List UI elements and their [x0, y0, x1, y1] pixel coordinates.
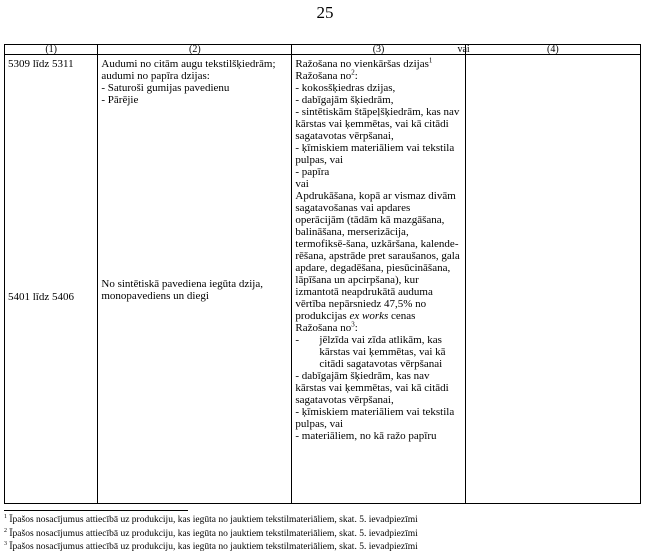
- footnote: $^2$ Īpašos nosacījumus attiecībā uz produkciju, kas iegūta no jauktiem tekstilmateriāliem, skat. 5. ievadpiezīmi: [4, 527, 418, 539]
- column-header-or: vai: [457, 44, 470, 55]
- condition-bullet: - materiāliem, no kā ražo papīru: [295, 430, 437, 442]
- description-line: audumi no papīra dzijas:: [101, 70, 210, 82]
- condition-bullet: - kokosšķiedras dzijas,: [295, 82, 396, 94]
- condition-line: Ražošana $no^2$:: [295, 68, 358, 82]
- description-line: Audumi no citām augu tekstilšķiedrām;: [101, 58, 276, 70]
- column-header-3: [292, 44, 470, 55]
- condition-bullet: - ķīmiskiem materiāliem vai tekstila pulpas, vai: [295, 406, 455, 430]
- code-cell: [5, 55, 98, 504]
- heading-code-1: 5309 līdz 5311: [8, 58, 74, 70]
- column-header-1: (1): [5, 45, 98, 55]
- description-line: monopavediens un diegi: [101, 290, 209, 302]
- footnote-ref: 2: [351, 68, 355, 77]
- description-line: - Saturoši gumijas pavedienu: [101, 82, 230, 94]
- description-line: No sintētiskā pavediena iegūta dzija,: [101, 278, 263, 290]
- footnote-ref: 3: [351, 320, 355, 329]
- condition-bullet: - ķīmiskiem materiāliem vai tekstila pulpas, vai: [295, 142, 455, 166]
- footnote-divider: [4, 510, 188, 511]
- description-block-2: [101, 278, 288, 302]
- condition-bullet: - sintētiskām štāpeļšķiedrām, kas nav kārstas vai ķemmētas, vai kā citādi sagatavotas vērpšanai,: [295, 106, 460, 142]
- condition-bullet: - dabīgajām šķiedrām,: [295, 94, 394, 106]
- condition-bullet: - jēlzīda vai zīda atlikām, kas kārstas vai ķemmētas, vai kā citādi sagatavotas vērpšanai: [295, 334, 446, 370]
- description-cell: [98, 55, 292, 504]
- page-number: 25: [316, 3, 334, 22]
- description-line: - Pārējie: [101, 94, 139, 106]
- condition-bullet: - papīra: [295, 166, 330, 178]
- alternative-condition-cell: [465, 55, 640, 504]
- condition-paragraph: Apdrukāšana, kopā ar vismaz divām sagatavošanas vai apdares operācijām (tādām kā mazgāšana, balināšana, merserizācija, termofiksē-šana, uzkāršana, kalende-rēšana, apstrāde pret saraušanos, gala apdare, degadēšana, piesūcināšana, lāpīšana un apcirpšana), kur izmantotā neapdrukātā auduma vērtība nepārsniedz 47,5% no produkcijas ex works cenas: [295, 190, 460, 322]
- footnote: $^3$ Īpašos nosacījumus attiecībā uz produkciju, kas iegūta no jauktiem tekstilmateriāliem, skat. 5. ievadpiezīmi: [4, 540, 418, 552]
- footnote: $^1$ Īpašos nosacījumus attiecībā uz produkciju, kas iegūta no jauktiem tekstilmateriāliem, skat. 5. ievadpiezīmi: [4, 513, 418, 525]
- footnote-ref: 1: [428, 56, 433, 65]
- working-condition-cell: [292, 55, 465, 504]
- footnotes: [4, 514, 644, 555]
- condition-line: Ražošana $no^3$:: [295, 320, 358, 334]
- column-header-4: (4): [465, 45, 640, 55]
- heading-code-2: 5401 līdz 5406: [8, 291, 74, 303]
- column-header-3-label: (3): [372, 44, 385, 55]
- rules-table: [4, 44, 641, 504]
- condition-line: Ražošana no vienkāršas dzijas$^1$: [295, 56, 433, 70]
- condition-or: vai: [295, 178, 309, 190]
- column-header-2: (2): [98, 45, 292, 55]
- table-body-row: [5, 55, 641, 504]
- condition-bullet: - dabīgajām šķiedrām, kas nav kārstas vai ķemmētas, vai kā citādi sagatavotas vērpšanai,: [295, 370, 449, 406]
- table-header-row: [5, 45, 641, 55]
